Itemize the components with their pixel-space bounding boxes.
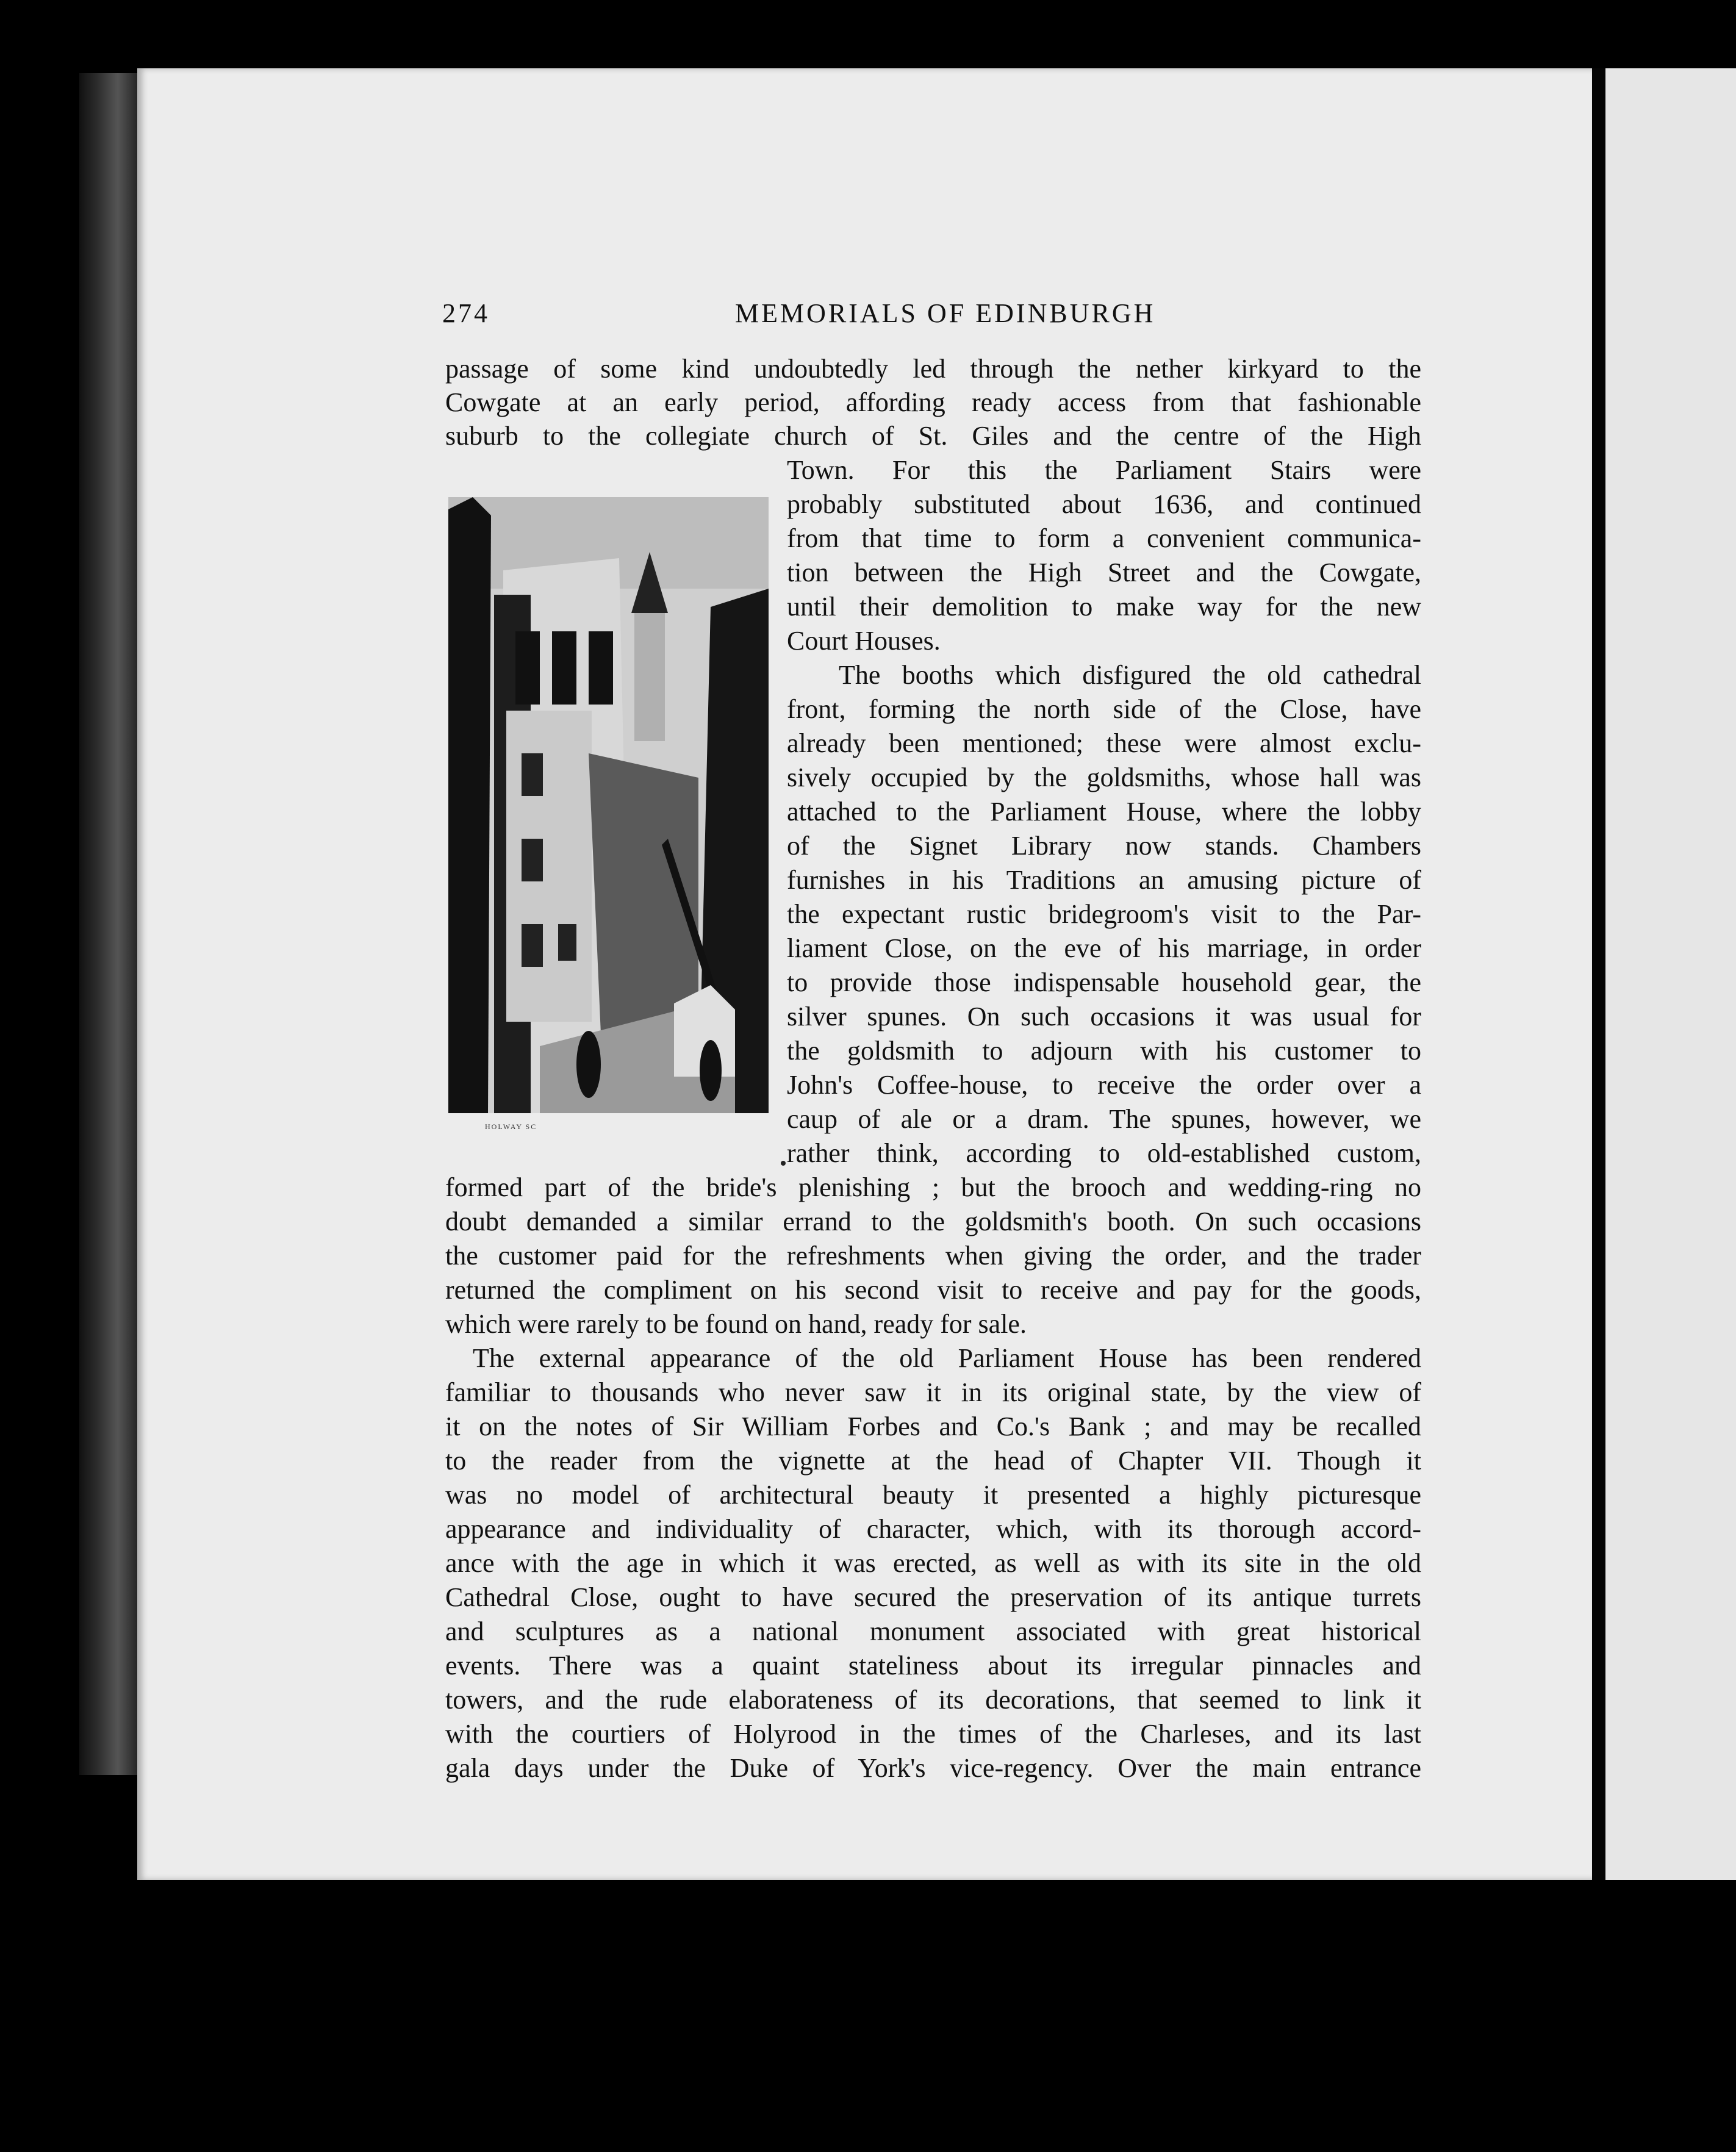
text-line: returned the compliment on his second visit to receive and pay for the goods, <box>445 1275 1421 1305</box>
text-line: front, forming the north side of the Close, have <box>787 694 1421 724</box>
text-line: gala days under the Duke of York's vice-regency. Over the main entrance <box>445 1753 1421 1783</box>
text-line: doubt demanded a similar errand to the goldsmith's booth. On such occasions <box>445 1207 1421 1236</box>
text-line: it on the notes of Sir William Forbes and Co.'s Bank ; and may be recalled <box>445 1411 1421 1441</box>
text-line: the goldsmith to adjourn with his customer to <box>787 1036 1421 1066</box>
text-line: already been mentioned; these were almost exclu- <box>787 728 1421 758</box>
text-line: attached to the Parliament House, where the lobby <box>787 797 1421 827</box>
text-line: tion between the High Street and the Cowgate, <box>787 558 1421 587</box>
text-line: Town. For this the Parliament Stairs were <box>787 455 1421 485</box>
text-line: the customer paid for the refreshments when giving the order, and the trader <box>445 1241 1421 1271</box>
text-line: formed part of the bride's plenishing ; but the brooch and wedding-ring no <box>445 1172 1421 1202</box>
text-line: appearance and individuality of character, which, with its thorough accord- <box>445 1514 1421 1544</box>
text-line: sively occupied by the goldsmiths, whose hall was <box>787 762 1421 792</box>
text-line: was no model of architectural beauty it presented a highly picturesque <box>445 1480 1421 1510</box>
page-title: MEMORIALS OF EDINBURGH <box>735 298 1156 328</box>
text-line: The external appearance of the old Parliament House has been rendered <box>473 1343 1421 1373</box>
page-number: 274 <box>442 298 490 328</box>
text-line: to provide those indispensable household gear, the <box>787 967 1421 997</box>
text-line: John's Coffee-house, to receive the order over a <box>787 1070 1421 1100</box>
running-head <box>442 298 1418 334</box>
text-line: of the Signet Library now stands. Chambers <box>787 831 1421 861</box>
text-line: Cathedral Close, ought to have secured the preservation of its antique turrets <box>445 1582 1421 1612</box>
text-line: liament Close, on the eve of his marriage, in order <box>787 933 1421 963</box>
text-line: to the reader from the vignette at the head of Chapter VII. Though it <box>445 1446 1421 1476</box>
text-line: probably substituted about 1636, and continued <box>787 489 1421 519</box>
text-line: Court Houses. <box>787 626 941 656</box>
text-line: caup of ale or a dram. The spunes, however, we <box>787 1104 1421 1134</box>
text-line: furnishes in his Traditions an amusing picture of <box>787 865 1421 895</box>
text-line: from that time to form a convenient communica- <box>787 523 1421 553</box>
text-line: which were rarely to be found on hand, ready for sale. <box>445 1309 1027 1339</box>
text-line: and sculptures as a national monument associated with great historical <box>445 1616 1421 1646</box>
text-line: events. There was a quaint stateliness about its irregular pinnacles and <box>445 1651 1421 1680</box>
facing-page <box>1592 68 1736 1880</box>
text-line: ance with the age in which it was erected, as well as with its site in the old <box>445 1548 1421 1578</box>
text-line: until their demolition to make way for the new <box>787 592 1421 622</box>
text-line: with the courtiers of Holyrood in the times of the Charleses, and its last <box>445 1719 1421 1749</box>
text-line: the expectant rustic bridegroom's visit to the Par- <box>787 899 1421 929</box>
print-mark <box>781 1161 786 1166</box>
engraver-credit: HOLWAY SC <box>485 1122 537 1131</box>
text-line: rather think, according to old-established custom, <box>787 1138 1421 1168</box>
text-line: silver spunes. On such occasions it was usual for <box>787 1002 1421 1031</box>
engraving-illustration <box>448 497 769 1113</box>
text-line: passage of some kind undoubtedly led through the nether kirkyard to the <box>445 354 1421 384</box>
text-line: suburb to the collegiate church of St. Giles and the centre of the High <box>445 421 1421 451</box>
text-line: Cowgate at an early period, affording ready access from that fashionable <box>445 387 1421 417</box>
text-line: The booths which disfigured the old cathedral <box>839 660 1421 690</box>
text-line: towers, and the rude elaborateness of its decorations, that seemed to link it <box>445 1685 1421 1715</box>
text-line: familiar to thousands who never saw it in its original state, by the view of <box>445 1377 1421 1407</box>
